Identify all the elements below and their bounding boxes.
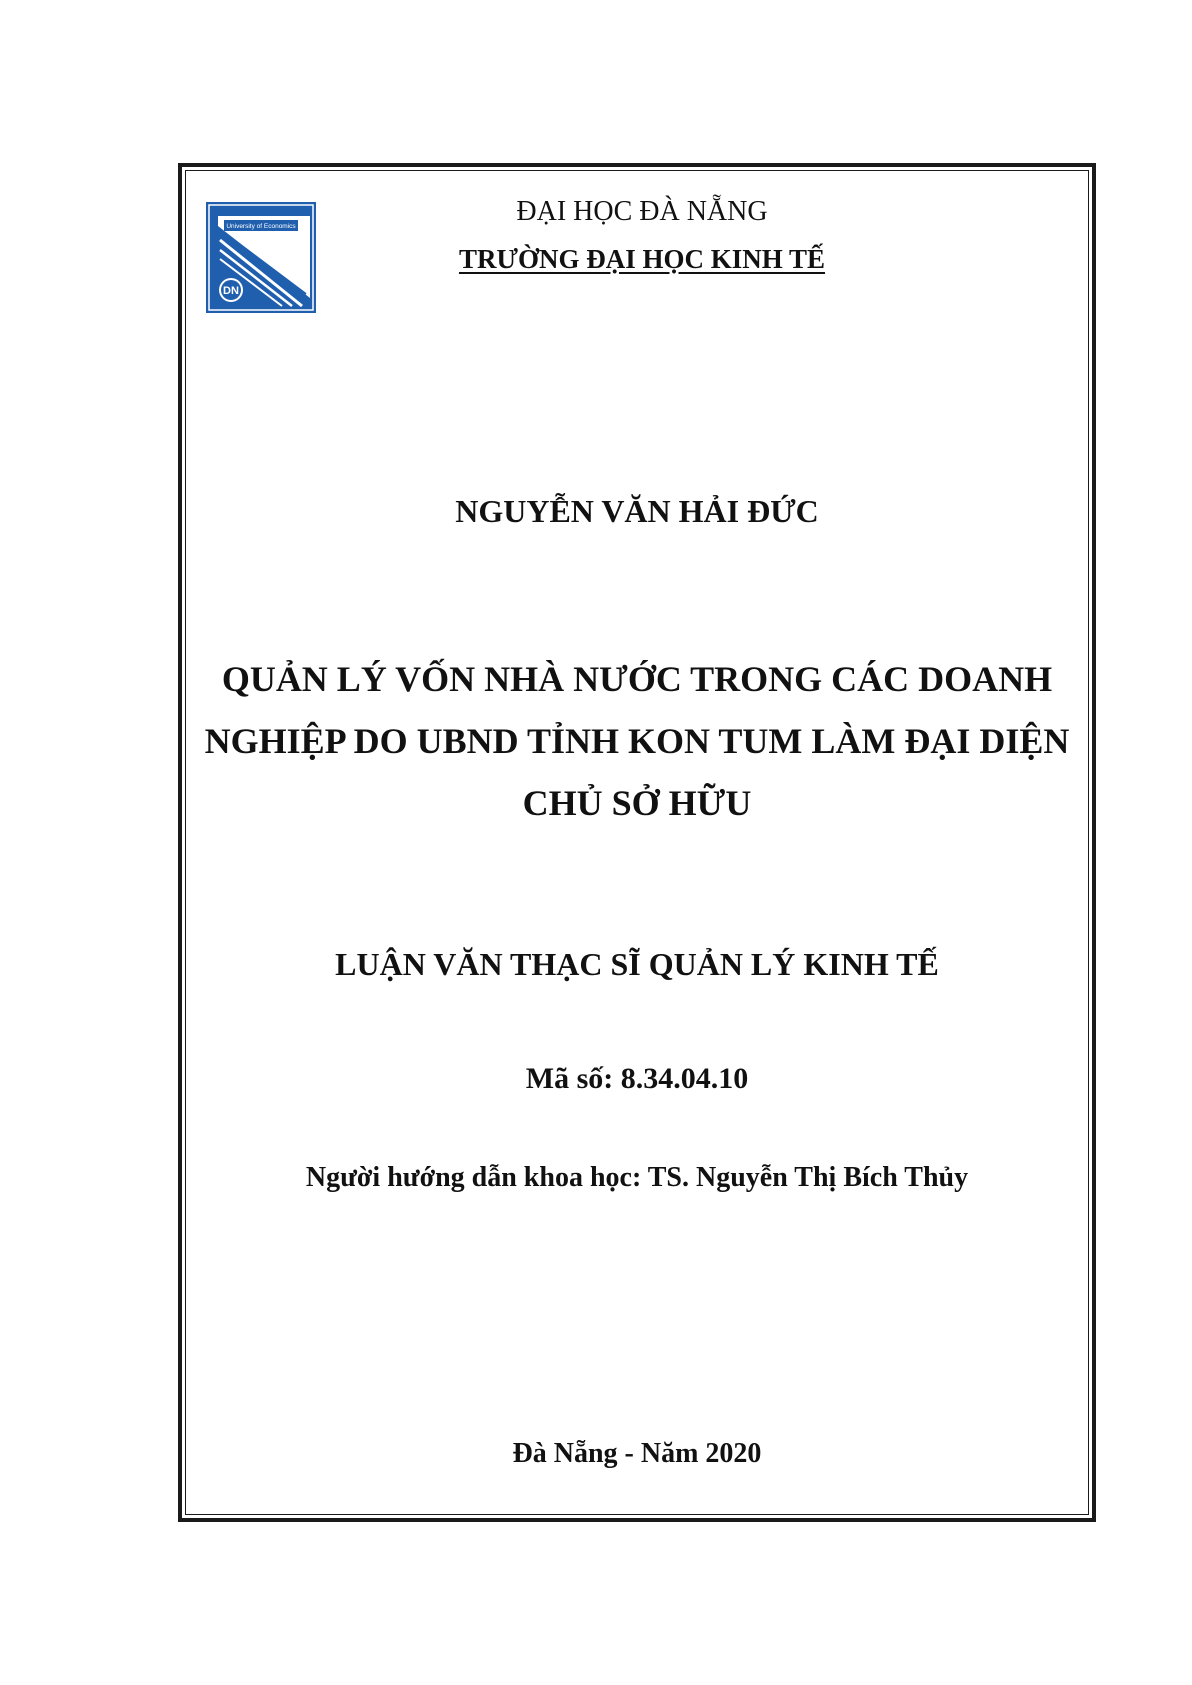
school-name-wrapper bbox=[185, 244, 1089, 275]
degree-type: LUẬN VĂN THẠC SĨ QUẢN LÝ KINH TẾ bbox=[335, 946, 939, 982]
logo-monogram: DN bbox=[223, 285, 239, 297]
university-name: ĐẠI HỌC ĐÀ NẴNG bbox=[516, 196, 768, 227]
thesis-title bbox=[185, 648, 1089, 834]
thesis-title-line-1: QUẢN LÝ VỐN NHÀ NƯỚC TRONG CÁC DOANH bbox=[221, 659, 1053, 699]
advisor: Người hướng dẫn khoa học: TS. Nguyễn Thị Bích Thủy bbox=[305, 1162, 969, 1193]
page-border-inner bbox=[185, 170, 1089, 1515]
author-name: NGUYỄN VĂN HẢI ĐỨC bbox=[455, 493, 819, 529]
thesis-title-line-2: NGHIỆP DO UBND TỈNH KON TUM LÀM ĐẠI DIỆN bbox=[204, 721, 1070, 761]
thesis-title-line-3: CHỦ SỞ HỮU bbox=[522, 783, 752, 823]
logo-text: University of Economics bbox=[226, 223, 296, 230]
place-year: Đà Nẵng - Năm 2020 bbox=[512, 1438, 762, 1469]
program-code: Mã số: 8.34.04.10 bbox=[525, 1062, 749, 1095]
school-name: TRƯỜNG ĐẠI HỌC KINH TẾ bbox=[458, 244, 826, 274]
